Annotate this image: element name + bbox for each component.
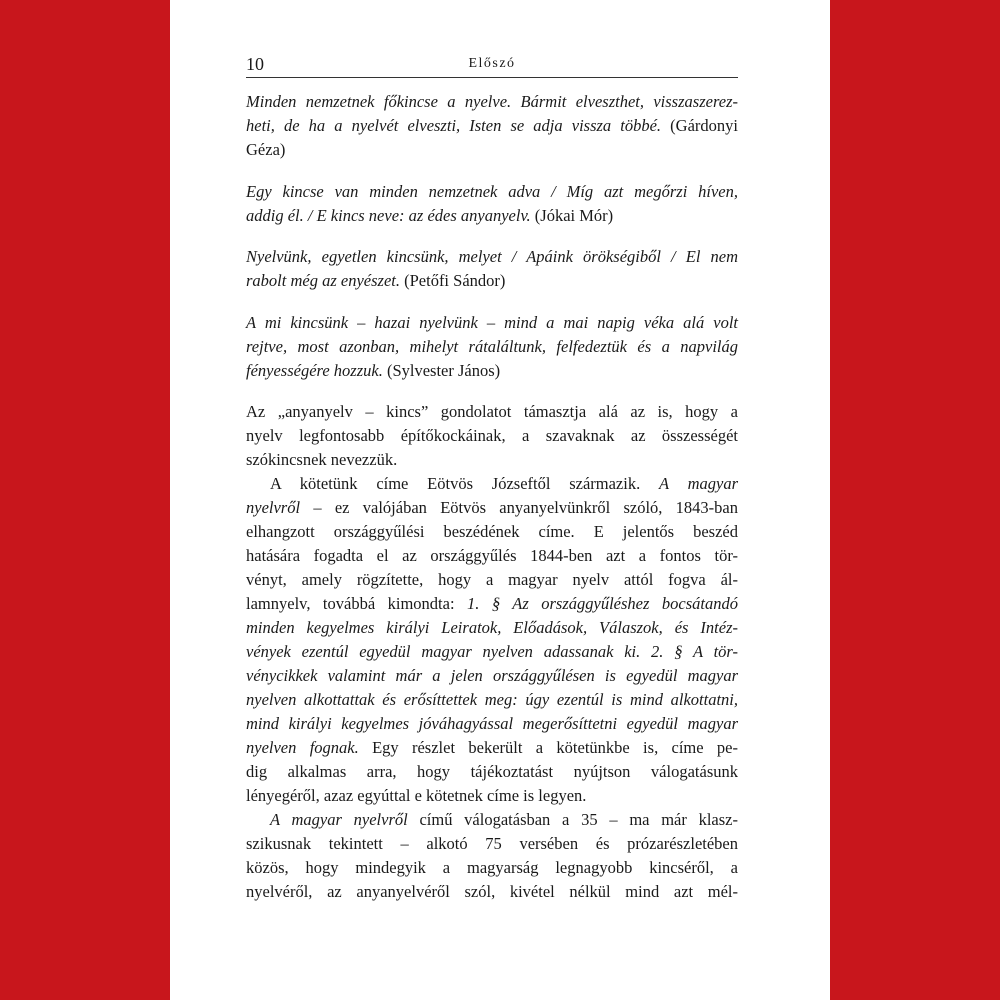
- paragraph-2-line-5: vényt, amely rögzítette, hogy a magyar nyelv attól fogva ál-: [246, 570, 738, 589]
- running-head: Előszó: [468, 56, 516, 71]
- book-page: [170, 0, 830, 1000]
- paragraph-2-line-8: vények ezentúl egyedül magyar nyelven adassanak ki. 2. § A tör-: [246, 642, 738, 661]
- page-header: [246, 54, 738, 78]
- page-number: 10: [246, 54, 264, 74]
- quote-1-attribution: (Gárdonyi: [661, 116, 738, 135]
- paragraph-2-line-2: nyelvről – ez valójában Eötvös anyanyelvünkről szóló, 1843-ban: [246, 498, 738, 517]
- quote-3-line-2: rabolt még az enyészet. (Petőfi Sándor): [246, 271, 506, 290]
- paragraph-2-line-10: nyelven alkottattak és erősíttettek meg: úgy ezentúl is mind alkottatni,: [246, 690, 738, 709]
- paragraph-2-line-13: dig alkalmas arra, hogy tájékoztatást nyújtson válogatásunk: [246, 762, 738, 781]
- paragraph-2-line-6: lamnyelv, továbbá kimondta: 1. § Az országgyűléshez bocsátandó: [246, 594, 738, 613]
- quote-3-attribution: (Petőfi Sándor): [399, 271, 506, 290]
- paragraph-1-line-2: nyelv legfontosabb építőkockáinak, a szavaknak az összességét: [246, 426, 738, 445]
- paragraph-3-line-1: A magyar nyelvről című válogatásban a 35 – ma már klasz-: [270, 810, 738, 829]
- quote-4-line-2: rejtve, most azonban, mihelyt rátaláltunk, felfedeztük és a napvilág: [246, 337, 738, 356]
- quote-1-line-2: heti, de ha a nyelvét elveszti, Isten se adja vissza többé. (Gárdonyi: [246, 116, 738, 135]
- quote-1-line-1: Minden nemzetnek főkincse a nyelve. Bármit elveszthet, visszaszerez-: [246, 92, 738, 111]
- header-rule: [246, 77, 738, 78]
- paragraph-1-line-1: Az „anyanyelv – kincs” gondolatot támasztja alá az is, hogy a: [246, 402, 738, 421]
- paragraph-2-line-11: mind királyi kegyelmes jóváhagyással megerősíttetni egyedül magyar: [246, 714, 738, 733]
- quote-4-line-1: A mi kincsünk – hazai nyelvünk – mind a mai napig véka alá volt: [246, 313, 738, 332]
- quote-1-line-3: [246, 138, 738, 162]
- quote-2-line-2: addig él. / E kincs neve: az édes anyanyelv. (Jókai Mór): [246, 206, 614, 225]
- quote-4-attribution: (Sylvester János): [382, 361, 501, 380]
- paragraph-2-line-14: lényegéről, azaz egyúttal e kötetnek címe is legyen.: [246, 786, 587, 805]
- paragraph-1-line-3: szókincsnek nevezzük.: [246, 450, 398, 469]
- quote-1-attribution-end: Géza): [246, 140, 286, 159]
- quote-2-line-1: Egy kincse van minden nemzetnek adva / Míg azt megőrzi híven,: [246, 182, 738, 201]
- paragraph-3-line-4: nyelvéről, az anyanyelvéről szól, kivétel nélkül mind azt mél-: [246, 882, 738, 901]
- paragraph-2-line-12: nyelven fognak. Egy részlet bekerült a kötetünkbe is, címe pe-: [246, 738, 738, 757]
- quote-2-attribution: (Jókai Mór): [530, 206, 614, 225]
- quote-4-line-3: fényességére hozzuk. (Sylvester János): [246, 361, 501, 380]
- paragraph-2-line-3: elhangzott országgyűlési beszédének címe. E jelentős beszéd: [246, 522, 738, 541]
- paragraph-3-line-3: közös, hogy mindegyik a magyarság legnagyobb kincséről, a: [246, 858, 738, 877]
- paragraph-2-line-9: vénycikkek valamint már a jelen országgyűlésen is egyedül magyar: [246, 666, 738, 685]
- paragraph-2-line-7: minden kegyelmes királyi Leiratok, Előadások, Válaszok, és Intéz-: [246, 618, 738, 637]
- paragraph-3-line-2: szikusnak tekintett – alkotó 75 versében és prózarészletében: [246, 834, 738, 853]
- paragraph-2-line-4: hatására fogadta el az országgyűlés 1844-ben azt a fontos tör-: [246, 546, 738, 565]
- quote-3-line-1: Nyelvünk, egyetlen kincsünk, melyet / Apáink örökségiből / El nem: [246, 247, 738, 266]
- paragraph-2-line-1: A kötetünk címe Eötvös Józseftől származik. A magyar: [270, 474, 738, 493]
